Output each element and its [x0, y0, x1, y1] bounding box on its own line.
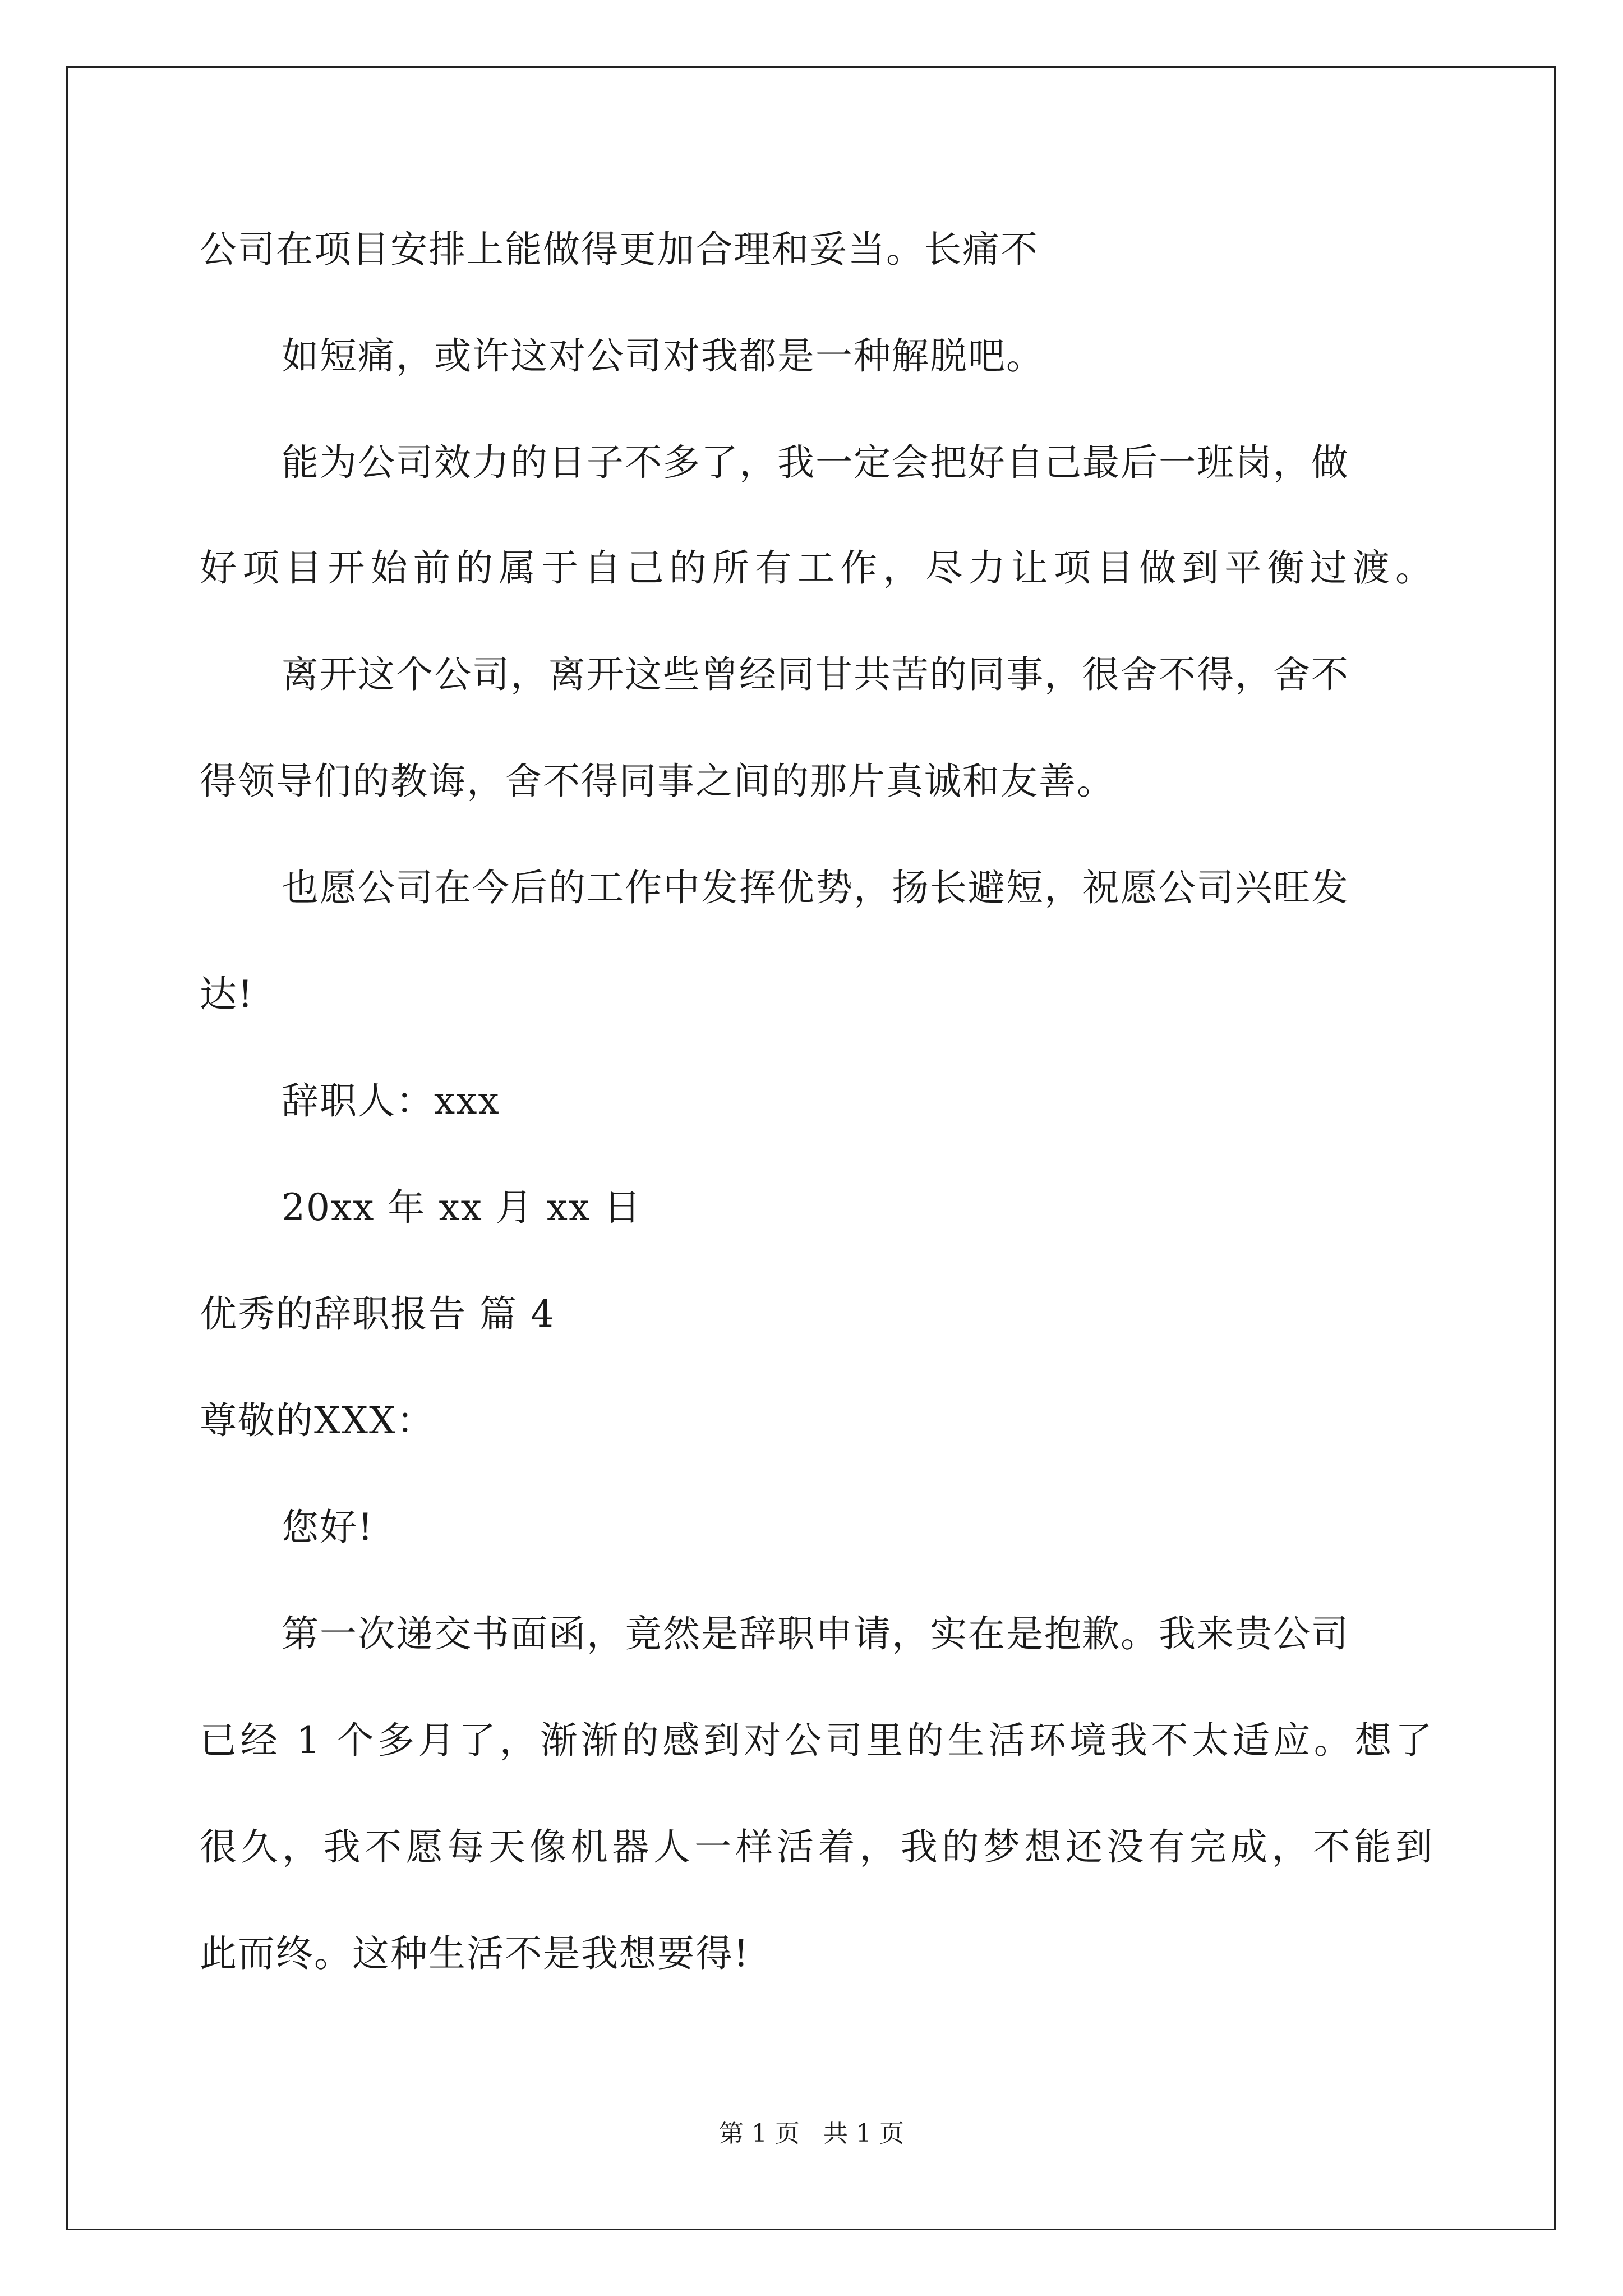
signature-line: 辞职人：xxx [282, 1079, 500, 1122]
paragraph-line-16: 很久，我不愿每天像机器人一样活着，我的梦想还没有完成，不能到 [200, 1825, 1433, 1869]
greeting: 您好! [282, 1506, 374, 1549]
paragraph-line-5: 离开这个公司，离开这些曾经同甘共苦的同事，很舍不得，舍不 [282, 653, 1349, 696]
paragraph-line-4: 好项目开始前的属于自己的所有工作，尽力让项目做到平衡过渡。 [200, 546, 1433, 590]
paragraph-line-8: 达! [200, 973, 254, 1016]
paragraph-line-15: 已经 1 个多月了，渐渐的感到对公司里的生活环境我不太适应。想了 [200, 1719, 1433, 1762]
paragraph-line-3: 能为公司效力的日子不多了，我一定会把好自己最后一班岗，做 [282, 441, 1349, 484]
paragraph-line-6: 得领导们的教诲，舍不得同事之间的那片真诚和友善。 [200, 760, 1115, 803]
page-number-footer: 第 1 页 共 1 页 [719, 2119, 904, 2148]
salutation: 尊敬的XXX： [200, 1399, 435, 1442]
page-border [66, 66, 1556, 2230]
section-heading: 优秀的辞职报告 篇 4 [200, 1292, 555, 1336]
paragraph-line-7: 也愿公司在今后的工作中发挥优势，扬长避短，祝愿公司兴旺发 [282, 866, 1349, 909]
paragraph-line-14: 第一次递交书面函，竟然是辞职申请，实在是抱歉。我来贵公司 [282, 1612, 1349, 1655]
date-line: 20xx 年 xx 月 xx 日 [282, 1186, 642, 1229]
paragraph-line-17: 此而终。这种生活不是我想要得! [200, 1932, 750, 1975]
paragraph-line-1: 公司在项目安排上能做得更加合理和妥当。长痛不 [200, 228, 1039, 271]
paragraph-line-2: 如短痛，或许这对公司对我都是一种解脱吧。 [282, 334, 1044, 378]
